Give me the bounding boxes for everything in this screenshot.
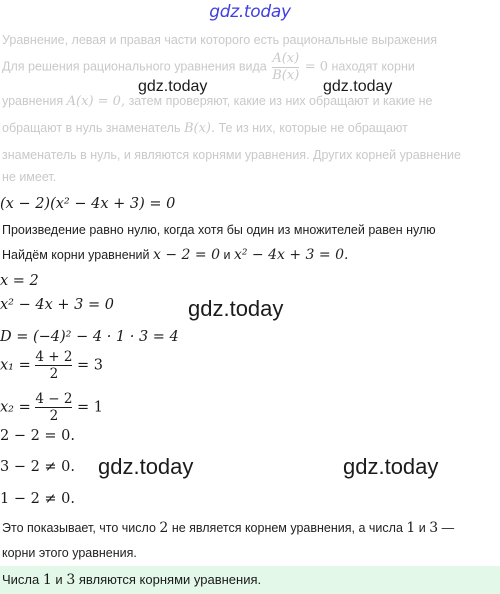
inline-equation: x − 2 = 0	[153, 247, 220, 263]
fraction-numerator: 4 + 2	[35, 349, 73, 365]
definition-expr: B(x).	[183, 121, 216, 136]
number: 3	[429, 520, 439, 536]
watermark: gdz.today	[98, 454, 194, 479]
definition-text: уравнения	[2, 94, 64, 108]
site-title[interactable]: gdz.today	[209, 2, 291, 22]
definition-line-1: Уравнение, левая и правая части которого есть рациональные выражения	[2, 33, 438, 47]
conclusion-line-2: корни этого уравнения.	[2, 546, 137, 560]
watermark: gdz.today	[343, 454, 439, 479]
fraction-numerator: 4 − 2	[35, 391, 73, 407]
definition-expr: A(x) = 0,	[66, 94, 126, 109]
definition-text: обращают в нуль знаменатель	[2, 121, 181, 135]
definition-text: находят корни	[331, 59, 415, 74]
conclusion-line-1	[2, 520, 454, 536]
definition-text: Те из них, которые не обращают	[218, 121, 408, 135]
definition-line-5: знаменатель в нуль, и являются корнями уравнения. Других корней уравнение	[2, 148, 461, 162]
definition-line-3	[2, 94, 432, 109]
conclusion-text: и	[418, 521, 426, 535]
explanation-find-roots	[2, 247, 348, 263]
number: 1	[42, 572, 52, 588]
number: 1	[406, 520, 416, 536]
root-fraction	[35, 392, 72, 423]
definition-fraction	[272, 52, 299, 82]
equation-x-equals-2: x = 2	[0, 273, 39, 289]
conclusion-text: не является корнем уравнения, а числа	[171, 521, 403, 535]
definition-text: Для решения рационального уравнения вида	[2, 59, 267, 74]
definition-text: затем проверяют, какие из них обращают и какие не	[128, 94, 433, 108]
equation-product: (x − 2)(x² − 4x + 3) = 0	[0, 196, 176, 212]
answer-text	[2, 572, 261, 588]
inline-equation: x² − 4x + 3 = 0.	[233, 247, 349, 263]
explanation-zero-product: Произведение равно нулю, когда хотя бы один из множителей равен нулю	[2, 223, 436, 237]
conclusion-text: —	[441, 521, 455, 535]
conclusion-text: Это показывает, что число	[2, 521, 156, 535]
fraction-denominator: 2	[49, 408, 59, 425]
equation-discriminant: D = (−4)² − 4 · 1 · 3 = 4	[0, 329, 179, 345]
answer-word: являются корнями уравнения.	[78, 572, 262, 587]
answer-word: и	[55, 572, 63, 587]
watermark: gdz.today	[188, 296, 284, 321]
definition-line-4	[2, 121, 408, 136]
explanation-text: и	[223, 248, 231, 262]
check-root-2: 2 − 2 = 0.	[0, 428, 76, 444]
root-lhs: x₂ =	[0, 399, 31, 416]
explanation-text: Найдём корни уравнений	[2, 248, 150, 262]
watermark: gdz.today	[138, 78, 208, 95]
equation-root-x2	[0, 392, 103, 423]
definition-eq: = 0	[304, 59, 329, 75]
fraction-denominator: 2	[49, 366, 59, 383]
root-rhs: = 3	[77, 357, 104, 374]
number: 2	[159, 520, 169, 536]
equation-root-x1	[0, 350, 103, 381]
fraction-denominator: B(x)	[272, 67, 300, 83]
watermark: gdz.today	[323, 78, 393, 95]
fraction-numerator: A(x)	[272, 51, 300, 66]
definition-line-6: не имеет.	[2, 170, 57, 184]
answer-word: Числа	[2, 572, 40, 587]
check-root-3: 3 − 2 ≠ 0.	[0, 459, 76, 475]
equation-quadratic: x² − 4x + 3 = 0	[0, 297, 114, 313]
number: 3	[66, 572, 76, 588]
check-root-1: 1 − 2 ≠ 0.	[0, 491, 76, 507]
root-lhs: x₁ =	[0, 357, 31, 374]
root-rhs: = 1	[77, 399, 104, 416]
root-fraction	[35, 350, 72, 381]
